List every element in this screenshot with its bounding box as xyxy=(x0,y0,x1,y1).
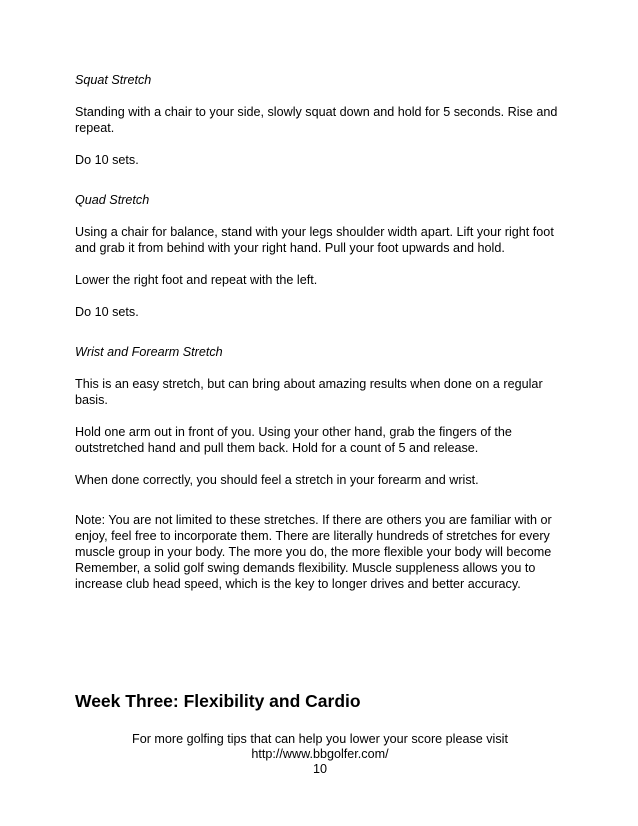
section-title-quad-stretch: Quad Stretch xyxy=(75,193,150,207)
page-content xyxy=(75,72,565,592)
chapter-heading: Week Three: Flexibility and Cardio xyxy=(75,691,361,711)
footer-url-link[interactable]: http://www.bbgolfer.com/ xyxy=(251,747,389,761)
footer-text: For more golfing tips that can help you lower your score please visit xyxy=(132,732,508,746)
note-paragraph: Note: You are not limited to these stretches. If there are others you are familiar with or enjoy, feel free to incorporate them. There are literally hundreds of stretches for every muscle group in your body. The more you do, the more flexible your body will become Remember, a solid golf swing demands flexibility. Muscle suppleness allows you to increase club head speed, which is the key to longer drives and better accuracy. xyxy=(75,513,552,591)
section-paragraph: Standing with a chair to your side, slowly squat down and hold for 5 seconds. Rise and repeat. xyxy=(75,105,558,135)
section-title-wrist-forearm-stretch: Wrist and Forearm Stretch xyxy=(75,345,223,359)
section-paragraph: Using a chair for balance, stand with your legs shoulder width apart. Lift your right foot and grab it from behind with your right hand. Pull your foot upwards and hold. xyxy=(75,225,554,255)
section-paragraph: Hold one arm out in front of you. Using your other hand, grab the fingers of the outstretched hand and pull them back. Hold for a count of 5 and release. xyxy=(75,425,512,455)
section-paragraph: Do 10 sets. xyxy=(75,305,139,319)
page-footer xyxy=(75,732,565,777)
section-title-squat-stretch: Squat Stretch xyxy=(75,73,152,87)
section-paragraph: Do 10 sets. xyxy=(75,153,139,167)
section-paragraph: Lower the right foot and repeat with the left. xyxy=(75,273,318,287)
section-paragraph: When done correctly, you should feel a stretch in your forearm and wrist. xyxy=(75,473,479,487)
page-number: 10 xyxy=(312,762,327,776)
section-paragraph: This is an easy stretch, but can bring about amazing results when done on a regular basis. xyxy=(75,377,543,407)
